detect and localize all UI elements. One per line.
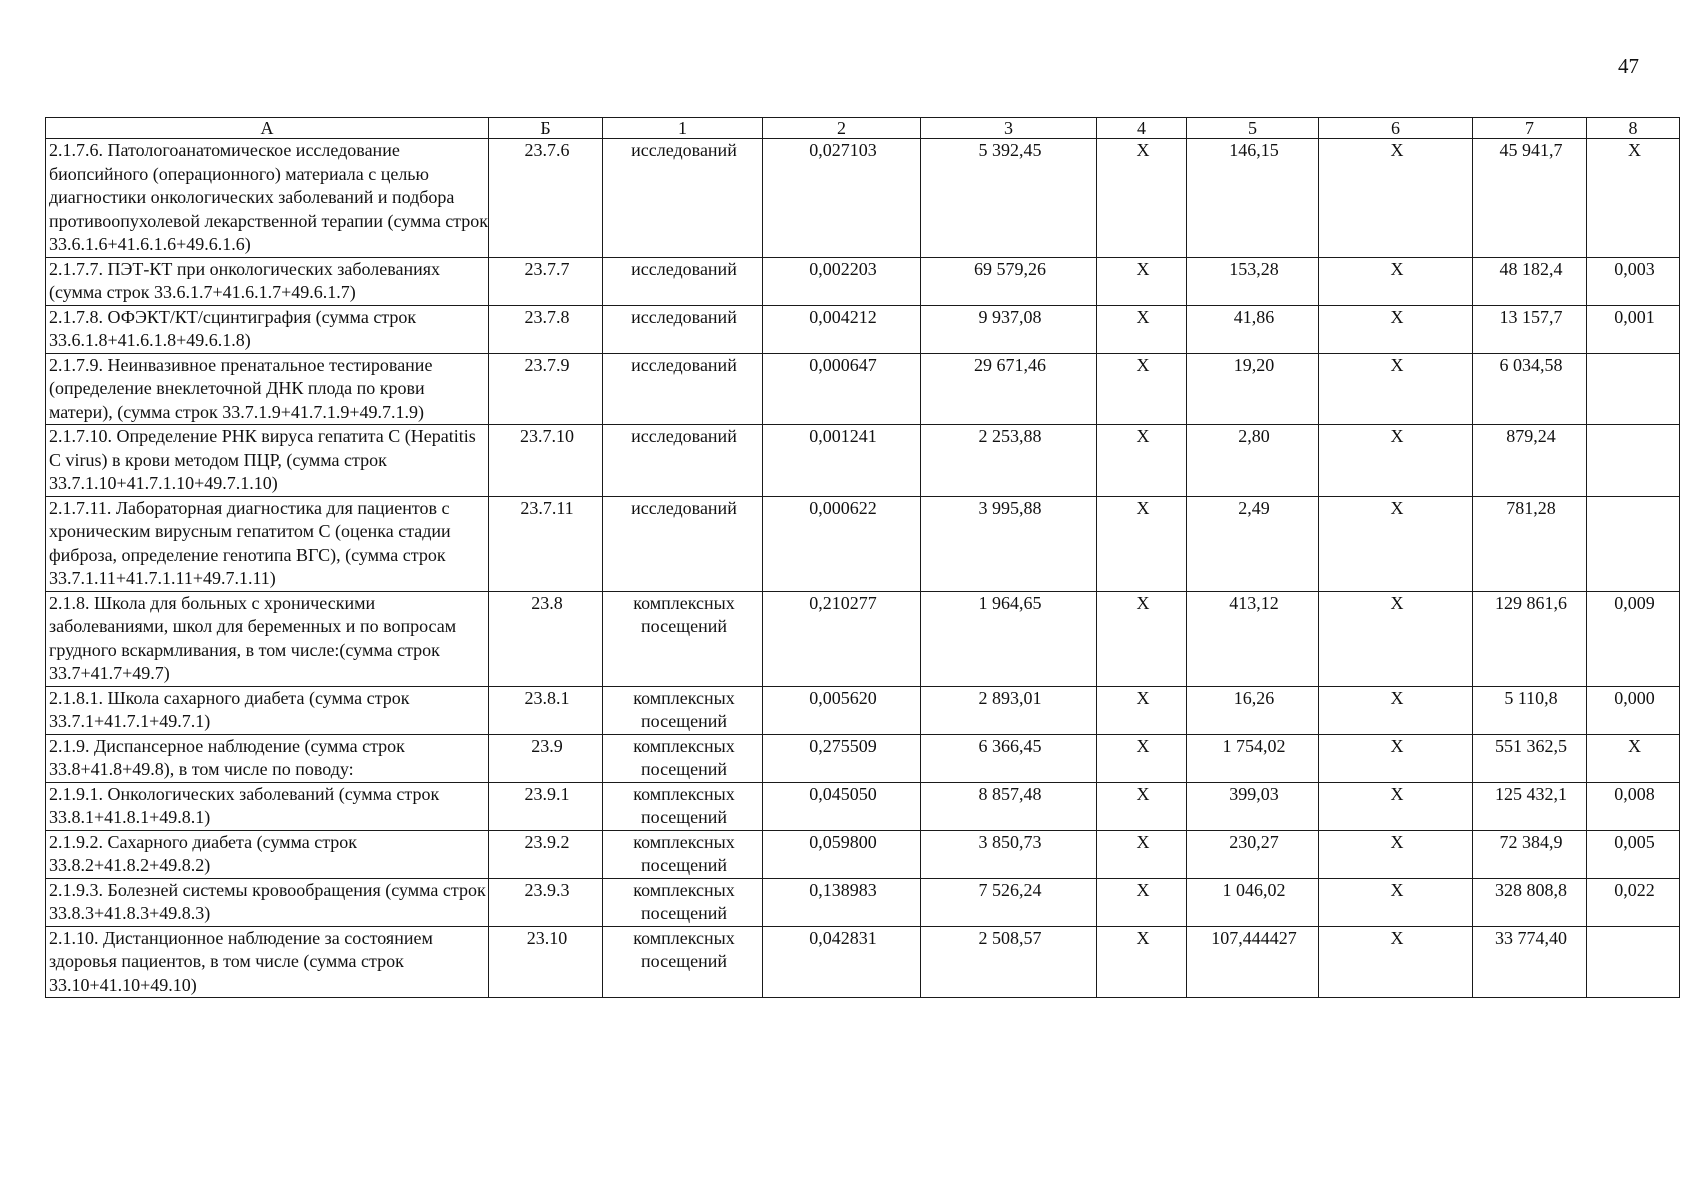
row-col4: X — [1097, 591, 1187, 686]
row-col8: 0,009 — [1587, 591, 1680, 686]
row-col8: 0,000 — [1587, 686, 1680, 734]
row-col7: 129 861,6 — [1473, 591, 1587, 686]
row-col5: 1 046,02 — [1187, 878, 1319, 926]
row-col8 — [1587, 425, 1680, 497]
row-col3: 3 850,73 — [921, 830, 1097, 878]
row-col7: 551 362,5 — [1473, 734, 1587, 782]
row-code: 23.8.1 — [489, 686, 603, 734]
row-col5: 19,20 — [1187, 353, 1319, 425]
row-unit: комплексных посещений — [603, 734, 763, 782]
row-col6: X — [1319, 353, 1473, 425]
row-unit: исследований — [603, 257, 763, 305]
page-number: 47 — [1618, 54, 1639, 78]
row-col5: 413,12 — [1187, 591, 1319, 686]
row-col4: X — [1097, 257, 1187, 305]
row-unit: комплексных посещений — [603, 878, 763, 926]
row-col3: 5 392,45 — [921, 139, 1097, 258]
row-col8: X — [1587, 734, 1680, 782]
row-col4: X — [1097, 425, 1187, 497]
row-col7: 781,28 — [1473, 496, 1587, 591]
row-col5: 2,49 — [1187, 496, 1319, 591]
row-col5: 153,28 — [1187, 257, 1319, 305]
row-description: 2.1.8. Школа для больных с хроническими заболеваниями, школ для беременных и по вопросам грудного вскармливания, в том числе:(сумма строк 33.7+41.7+49.7) — [46, 591, 489, 686]
table-row — [46, 496, 1680, 591]
table-row — [46, 878, 1680, 926]
row-col2: 0,001241 — [763, 425, 921, 497]
row-col2: 0,210277 — [763, 591, 921, 686]
row-col2: 0,027103 — [763, 139, 921, 258]
row-col3: 3 995,88 — [921, 496, 1097, 591]
table-row — [46, 734, 1680, 782]
row-col8 — [1587, 353, 1680, 425]
row-description: 2.1.9.2. Сахарного диабета (сумма строк 33.8.2+41.8.2+49.8.2) — [46, 830, 489, 878]
header-row — [46, 118, 1680, 139]
column-header: А — [46, 118, 489, 139]
row-unit: исследований — [603, 305, 763, 353]
row-unit: комплексных посещений — [603, 830, 763, 878]
row-unit: комплексных посещений — [603, 926, 763, 998]
table-row — [46, 926, 1680, 998]
row-code: 23.7.8 — [489, 305, 603, 353]
row-description: 2.1.7.11. Лабораторная диагностика для пациентов с хроническим вирусным гепатитом С (оценка стадии фиброза, определение генотипа ВГС), (сумма строк 33.7.1.11+41.7.1.11+49.7.1.11) — [46, 496, 489, 591]
row-description: 2.1.9. Диспансерное наблюдение (сумма строк 33.8+41.8+49.8), в том числе по поводу: — [46, 734, 489, 782]
row-col2: 0,042831 — [763, 926, 921, 998]
row-col6: X — [1319, 830, 1473, 878]
row-col4: X — [1097, 496, 1187, 591]
row-col5: 1 754,02 — [1187, 734, 1319, 782]
row-col2: 0,138983 — [763, 878, 921, 926]
column-header: 8 — [1587, 118, 1680, 139]
row-col3: 29 671,46 — [921, 353, 1097, 425]
row-col7: 328 808,8 — [1473, 878, 1587, 926]
row-col3: 2 508,57 — [921, 926, 1097, 998]
row-col8: 0,022 — [1587, 878, 1680, 926]
row-col3: 2 253,88 — [921, 425, 1097, 497]
row-col3: 69 579,26 — [921, 257, 1097, 305]
row-description: 2.1.7.9. Неинвазивное пренатальное тестирование (определение внеклеточной ДНК плода по крови матери), (сумма строк 33.7.1.9+41.7.1.9+49.7.1.9) — [46, 353, 489, 425]
row-col8: 0,001 — [1587, 305, 1680, 353]
column-header: 7 — [1473, 118, 1587, 139]
row-col6: X — [1319, 591, 1473, 686]
table-row — [46, 139, 1680, 258]
row-col7: 125 432,1 — [1473, 782, 1587, 830]
row-col4: X — [1097, 139, 1187, 258]
column-header: 4 — [1097, 118, 1187, 139]
row-col6: X — [1319, 686, 1473, 734]
row-col6: X — [1319, 425, 1473, 497]
column-header: 6 — [1319, 118, 1473, 139]
row-unit: комплексных посещений — [603, 686, 763, 734]
column-header: Б — [489, 118, 603, 139]
row-unit: исследований — [603, 425, 763, 497]
row-col6: X — [1319, 734, 1473, 782]
row-col3: 1 964,65 — [921, 591, 1097, 686]
row-unit: исследований — [603, 139, 763, 258]
row-col8 — [1587, 496, 1680, 591]
row-unit: исследований — [603, 496, 763, 591]
row-col6: X — [1319, 496, 1473, 591]
row-col4: X — [1097, 353, 1187, 425]
row-col4: X — [1097, 878, 1187, 926]
column-header: 5 — [1187, 118, 1319, 139]
table-row — [46, 830, 1680, 878]
table-row — [46, 425, 1680, 497]
row-col4: X — [1097, 782, 1187, 830]
row-description: 2.1.9.1. Онкологических заболеваний (сумма строк 33.8.1+41.8.1+49.8.1) — [46, 782, 489, 830]
row-col6: X — [1319, 782, 1473, 830]
row-col5: 399,03 — [1187, 782, 1319, 830]
row-col4: X — [1097, 305, 1187, 353]
row-col7: 45 941,7 — [1473, 139, 1587, 258]
row-code: 23.10 — [489, 926, 603, 998]
table-row — [46, 353, 1680, 425]
row-col3: 9 937,08 — [921, 305, 1097, 353]
row-unit: комплексных посещений — [603, 782, 763, 830]
row-col5: 146,15 — [1187, 139, 1319, 258]
row-col8: 0,005 — [1587, 830, 1680, 878]
row-col6: X — [1319, 878, 1473, 926]
row-description: 2.1.8.1. Школа сахарного диабета (сумма строк 33.7.1+41.7.1+49.7.1) — [46, 686, 489, 734]
row-description: 2.1.7.10. Определение РНК вируса гепатита С (Hepatitis C virus) в крови методом ПЦР, (сумма строк 33.7.1.10+41.7.1.10+49.7.1.10) — [46, 425, 489, 497]
row-col7: 6 034,58 — [1473, 353, 1587, 425]
row-col5: 16,26 — [1187, 686, 1319, 734]
row-col3: 7 526,24 — [921, 878, 1097, 926]
row-col2: 0,045050 — [763, 782, 921, 830]
row-col7: 13 157,7 — [1473, 305, 1587, 353]
row-col3: 8 857,48 — [921, 782, 1097, 830]
row-col7: 879,24 — [1473, 425, 1587, 497]
row-code: 23.9.2 — [489, 830, 603, 878]
row-col6: X — [1319, 257, 1473, 305]
row-col5: 107,444427 — [1187, 926, 1319, 998]
row-col8: 0,003 — [1587, 257, 1680, 305]
row-code: 23.7.10 — [489, 425, 603, 497]
row-description: 2.1.7.6. Патологоанатомическое исследование биопсийного (операционного) материала с целью диагностики онкологических заболеваний и подбора противоопухолевой лекарственной терапии (сумма строк 33.6.1.6+41.6.1.6+49.6.1.6) — [46, 139, 489, 258]
table-row — [46, 591, 1680, 686]
row-col2: 0,004212 — [763, 305, 921, 353]
row-unit: комплексных посещений — [603, 591, 763, 686]
row-col4: X — [1097, 686, 1187, 734]
row-col4: X — [1097, 830, 1187, 878]
row-col2: 0,059800 — [763, 830, 921, 878]
table-row — [46, 305, 1680, 353]
row-col7: 33 774,40 — [1473, 926, 1587, 998]
row-col6: X — [1319, 305, 1473, 353]
row-code: 23.8 — [489, 591, 603, 686]
row-col7: 72 384,9 — [1473, 830, 1587, 878]
table-row — [46, 782, 1680, 830]
row-col8: X — [1587, 139, 1680, 258]
row-col6: X — [1319, 139, 1473, 258]
row-code: 23.9 — [489, 734, 603, 782]
column-header: 3 — [921, 118, 1097, 139]
row-description: 2.1.7.7. ПЭТ-КТ при онкологических заболеваниях (сумма строк 33.6.1.7+41.6.1.7+49.6.1.7) — [46, 257, 489, 305]
row-code: 23.9.3 — [489, 878, 603, 926]
column-header: 2 — [763, 118, 921, 139]
row-description: 2.1.10. Дистанционное наблюдение за состоянием здоровья пациентов, в том числе (сумма строк 33.10+41.10+49.10) — [46, 926, 489, 998]
data-table — [45, 117, 1680, 998]
row-code: 23.9.1 — [489, 782, 603, 830]
row-col8: 0,008 — [1587, 782, 1680, 830]
row-col2: 0,005620 — [763, 686, 921, 734]
row-col5: 230,27 — [1187, 830, 1319, 878]
table-row — [46, 686, 1680, 734]
row-col2: 0,002203 — [763, 257, 921, 305]
row-col8 — [1587, 926, 1680, 998]
row-unit: исследований — [603, 353, 763, 425]
row-code: 23.7.6 — [489, 139, 603, 258]
row-col2: 0,000647 — [763, 353, 921, 425]
row-description: 2.1.9.3. Болезней системы кровообращения (сумма строк 33.8.3+41.8.3+49.8.3) — [46, 878, 489, 926]
table-row — [46, 257, 1680, 305]
column-header: 1 — [603, 118, 763, 139]
row-col6: X — [1319, 926, 1473, 998]
row-code: 23.7.9 — [489, 353, 603, 425]
row-col4: X — [1097, 926, 1187, 998]
row-col3: 6 366,45 — [921, 734, 1097, 782]
row-col3: 2 893,01 — [921, 686, 1097, 734]
row-col7: 48 182,4 — [1473, 257, 1587, 305]
row-col5: 41,86 — [1187, 305, 1319, 353]
row-code: 23.7.7 — [489, 257, 603, 305]
row-description: 2.1.7.8. ОФЭКТ/КТ/сцинтиграфия (сумма строк 33.6.1.8+41.6.1.8+49.6.1.8) — [46, 305, 489, 353]
row-col2: 0,000622 — [763, 496, 921, 591]
row-col4: X — [1097, 734, 1187, 782]
row-col7: 5 110,8 — [1473, 686, 1587, 734]
row-col5: 2,80 — [1187, 425, 1319, 497]
row-col2: 0,275509 — [763, 734, 921, 782]
row-code: 23.7.11 — [489, 496, 603, 591]
